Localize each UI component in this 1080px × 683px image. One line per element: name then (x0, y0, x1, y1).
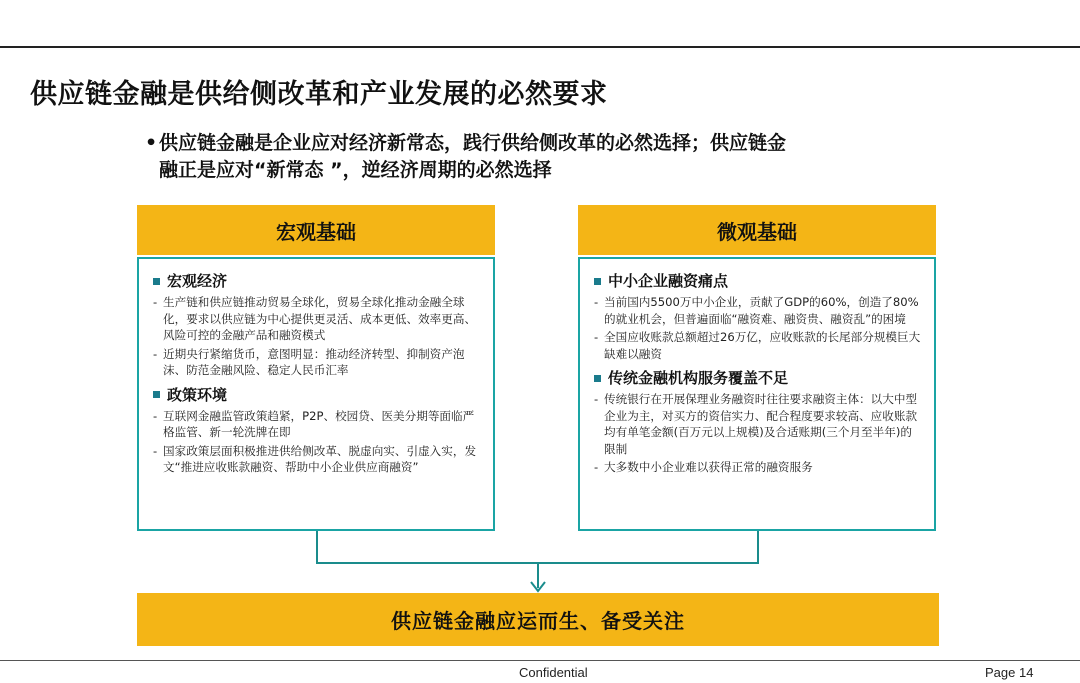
conclusion-banner: 供应链金融应运而生、备受关注 (137, 593, 939, 646)
dash-bullet-icon: - (594, 392, 599, 406)
micro-basis-panel (578, 257, 936, 531)
dash-bullet-icon: - (153, 443, 158, 458)
section-heading: 政策环境 (153, 385, 481, 405)
square-bullet-icon (153, 278, 160, 285)
list-item: - 大多数中小企业难以获得正常的融资服务 (594, 460, 813, 474)
section-heading: 传统金融机构服务覆盖不足 (594, 368, 922, 388)
dash-bullet-icon: - (153, 408, 158, 423)
dash-bullet-icon: - (153, 295, 158, 309)
page-title: 供应链金融是供给侧改革和产业发展的必然要求 (30, 79, 608, 110)
list-item: - 互联网金融监管政策趋紧，P2P、校园贷、医美分期等面临严格监管、新一轮洗牌在即 (153, 408, 475, 439)
dash-bullet-icon: - (153, 346, 158, 361)
dash-bullet-icon: - (594, 330, 599, 344)
intro-bullet: • (145, 132, 158, 154)
list-item: - 生产链和供应链推动贸易全球化，贸易全球化推动金融全球化，要求以供应链为中心提供更灵活、成本更低、效率更高、风险可控的金融产品和融资模式 (153, 295, 477, 342)
top-divider (0, 46, 1080, 48)
square-bullet-icon (594, 375, 601, 382)
page-number: Page 14 (985, 665, 1034, 680)
list-item: - 国家政策层面积极推进供给侧改革、脱虚向实、引虚入实，发文“推进应收账款融资、帮助中小企业供应商融资” (153, 443, 477, 474)
confidential-label: Confidential (519, 665, 588, 680)
list-item: - 传统银行在开展保理业务融资时往往要求融资主体：以大中型企业为主，对买方的资信实力、配合程度要求较高、应收账款均有单笔金额(百万元以上规模)及合适账期(三个月至半年)的限制 (594, 392, 918, 456)
dash-bullet-icon: - (594, 295, 599, 309)
section-heading: 宏观经济 (153, 271, 481, 291)
macro-basis-panel (137, 257, 495, 531)
section-heading: 中小企业融资痛点 (594, 271, 922, 291)
left-connector-line (317, 531, 758, 563)
list-item: - 全国应收账款总额超过26万亿，应收账款的长尾部分规模巨大缺难以融资 (594, 330, 921, 361)
intro-line-1: 供应链金融是企业应对经济新常态，践行供给侧改革的必然选择；供应链金 (159, 132, 787, 154)
dash-bullet-icon: - (594, 460, 599, 474)
bottom-divider (0, 660, 1080, 661)
down-arrow-icon (531, 582, 545, 591)
list-item: - 当前国内5500万中小企业，贡献了GDP的60%，创造了80%的就业机会，但普遍面临“融资难、融资贵、融资乱”的困境 (594, 295, 919, 326)
list-item: - 近期央行紧缩货币，意图明显：推动经济转型、抑制资产泡沫、防范金融风险、稳定人民币汇率 (153, 346, 465, 377)
intro-line-2: 融正是应对“新常态 ”，逆经济周期的必然选择 (159, 159, 552, 181)
square-bullet-icon (594, 278, 601, 285)
square-bullet-icon (153, 391, 160, 398)
micro-basis-header: 微观基础 (578, 205, 936, 255)
macro-basis-header: 宏观基础 (137, 205, 495, 255)
intro-paragraph (145, 130, 935, 184)
